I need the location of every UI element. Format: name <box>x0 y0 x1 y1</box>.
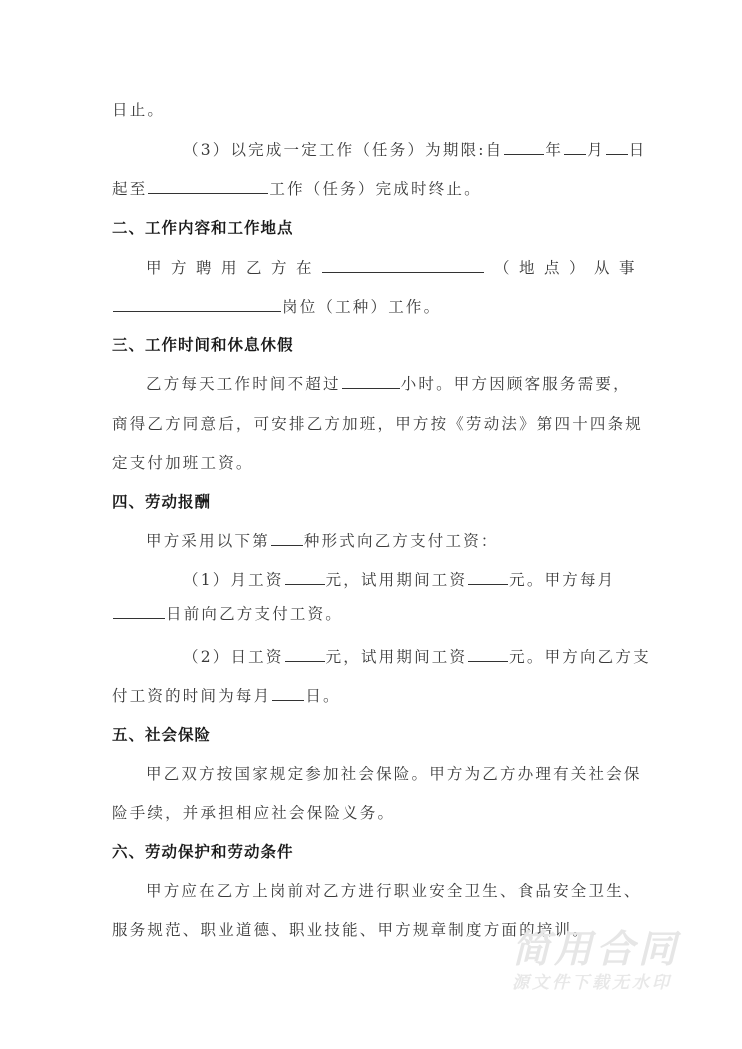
blank-field[interactable] <box>113 297 281 312</box>
section-heading: 二、工作内容和工作地点 <box>112 219 294 237</box>
text-line: 甲乙双方按国家规定参加社会保险。甲方为乙方办理有关社会保 <box>146 765 642 783</box>
watermark-title: 简用合同 <box>512 927 681 971</box>
section-heading: 六、劳动保护和劳动条件 <box>112 843 294 861</box>
blank-field[interactable] <box>468 570 508 585</box>
blank-field[interactable] <box>468 647 508 662</box>
blank-field[interactable] <box>564 140 586 155</box>
blank-field[interactable] <box>272 686 304 701</box>
blank-field[interactable] <box>285 570 325 585</box>
blank-field[interactable] <box>271 531 303 546</box>
blank-field[interactable] <box>342 374 400 389</box>
text-line: 甲方应在乙方上岗前对乙方进行职业安全卫生、食品安全卫生、 <box>146 882 642 900</box>
section-heading: 五、社会保险 <box>112 726 212 744</box>
text-line: 日止。 <box>112 101 166 119</box>
text-line: 险手续，并承担相应社会保险义务。 <box>112 804 396 822</box>
text-line: 付工资的时间为每月 日。 <box>112 687 341 705</box>
blank-field[interactable] <box>148 179 268 194</box>
text-line: 乙方每天工作时间不超过 小时。甲方因顾客服务需要， <box>146 375 631 393</box>
blank-field[interactable] <box>504 140 544 155</box>
blank-field[interactable] <box>113 604 165 619</box>
text-line: （1）月工资 元，试用期间工资 元。甲方每月 <box>183 571 616 589</box>
text-line: 定支付加班工资。 <box>112 454 254 472</box>
blank-field[interactable] <box>606 140 628 155</box>
blank-field[interactable] <box>285 647 325 662</box>
text-line: 岗位（工种）工作。 <box>112 297 441 317</box>
text-line: 甲方聘用乙方在 （地点）从事 <box>146 259 645 277</box>
text-line: （2）日工资 元，试用期间工资 元。甲方向乙方支 <box>183 648 651 666</box>
text-line: 商得乙方同意后，可安排乙方加班，甲方按《劳动法》第四十四条规 <box>112 415 644 433</box>
section-heading: 四、劳动报酬 <box>112 493 212 511</box>
blank-field[interactable] <box>322 258 484 273</box>
watermark-subtitle: 源文件下载无水印 <box>512 973 672 993</box>
text-line: 甲方采用以下第 种形式向乙方支付工资： <box>146 532 499 550</box>
section-heading: 三、工作时间和休息休假 <box>112 336 294 354</box>
text-line: （3）以完成一定工作（任务）为期限:自 年 月 日 <box>183 141 647 159</box>
text-line: 服务规范、职业道德、职业技能、甲方规章制度方面的培训。 <box>112 921 590 939</box>
text-line: 起至 工作（任务）完成时终止。 <box>112 180 482 198</box>
text-line: 日前向乙方支付工资。 <box>112 604 343 624</box>
